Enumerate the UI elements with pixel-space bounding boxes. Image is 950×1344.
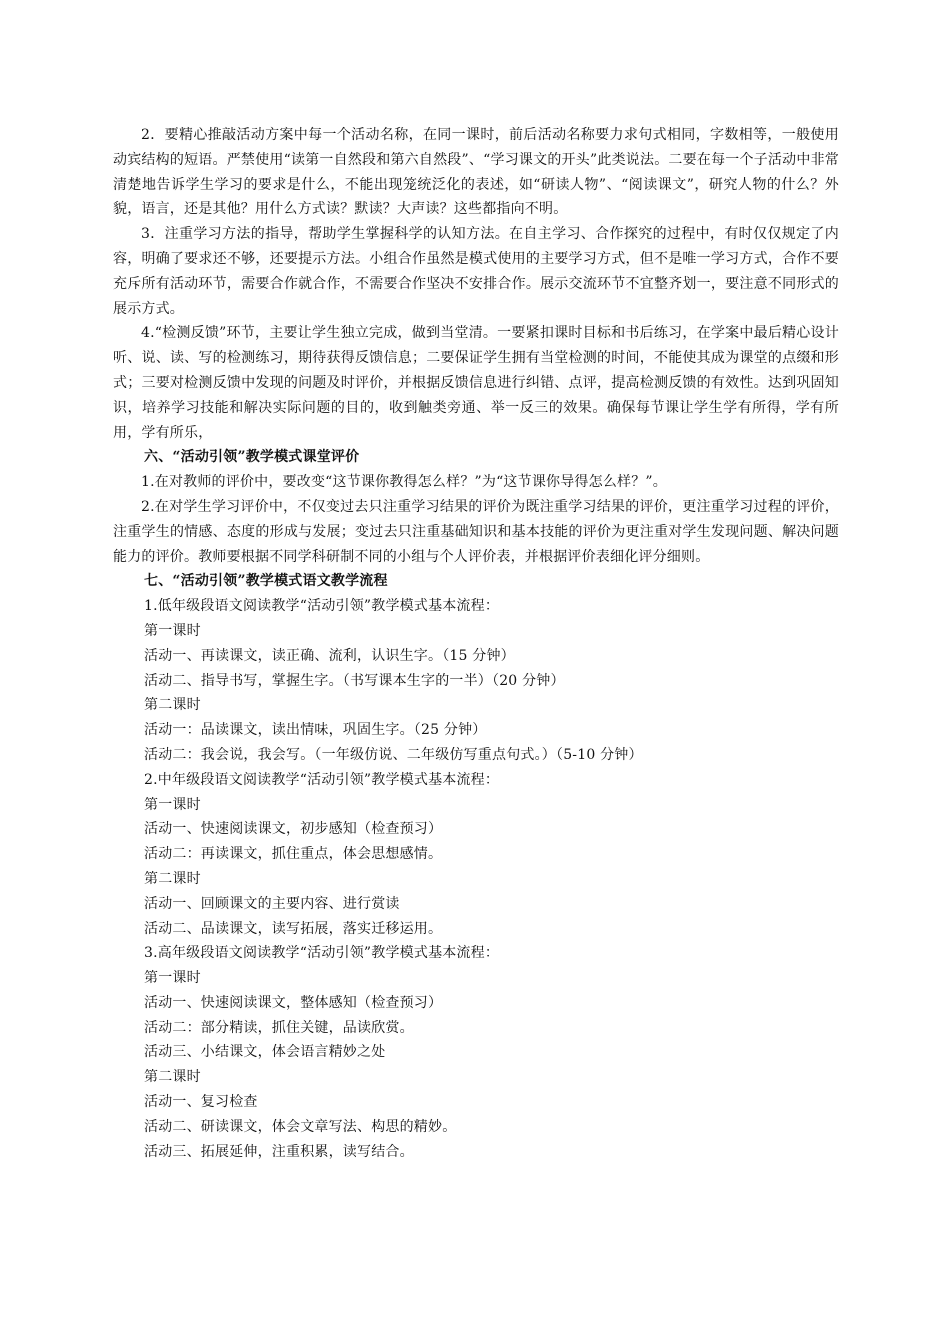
flow-line: 活动三、拓展延伸，注重积累，读写结合。	[144, 1143, 414, 1160]
flow-line: 第二课时	[144, 870, 201, 887]
section-6-paragraph-1: 1.在对教师的评价中，要改变“这节课你教得怎么样？”为“这节课你导得怎么样？”。	[141, 474, 667, 491]
paragraph-2: 2．要精心推敲活动方案中每一个活动名称，在同一课时，前后活动名称要力求句式相同，字数相等，一般使用动宾结构的短语。严禁使用“读第一自然段和第六自然段”、“学习课文的开头”此类说法。二要在每一个子活动中非常清楚地告诉学生学习的要求是什么，不能出现笼统泛化的表述，如“研读人物”、“阅读课文”，研究人物的什么？外貌，语言，还是其他？用什么方式读？默读？大声读？这些都指向不明。	[113, 127, 839, 218]
flow-line: 活动一：品读课文，读出情味，巩固生字。（25 分钟）	[144, 722, 487, 739]
flow-line: 3.高年级段语文阅读教学“活动引领”教学模式基本流程：	[144, 945, 500, 962]
flow-line: 1.低年级段语文阅读教学“活动引领”教学模式基本流程：	[144, 598, 500, 615]
flow-line: 活动二、研读课文，体会文章写法、构思的精妙。	[144, 1118, 457, 1135]
flow-line: 活动二、指导书写，掌握生字。（书写课本生字的一半）（20 分钟）	[144, 672, 565, 689]
flow-line: 第二课时	[144, 1069, 201, 1086]
flow-line: 第一课时	[144, 970, 201, 987]
flow-line: 活动三、小结课文，体会语言精妙之处	[144, 1044, 386, 1061]
flow-line: 活动二：我会说，我会写。（一年级仿说、二年级仿写重点句式。）（5-10 分钟）	[144, 746, 643, 763]
paragraph-3: 3．注重学习方法的指导，帮助学生掌握科学的认知方法。在自主学习、合作探究的过程中，有时仅仅规定了内容，明确了要求还不够，还要提示方法。小组合作虽然是模式使用的主要学习方式，但不是唯一学习方式，合作不要充斥所有活动环节，需要合作就合作，不需要合作坚决不安排合作。展示交流环节不宜整齐划一，要注意不同形式的展示方式。	[113, 226, 839, 317]
document-page	[113, 123, 839, 1164]
flow-line: 2.中年级段语文阅读教学“活动引领”教学模式基本流程：	[144, 771, 500, 788]
flow-line: 活动一、再读课文，读正确、流利，认识生字。（15 分钟）	[144, 647, 515, 664]
flow-line: 第一课时	[144, 796, 201, 813]
section-6-paragraph-2: 2.在对学生学习评价中，不仅变过去只注重学习结果的评价为既注重学习结果的评价，更注重学习过程的评价，注重学生的情感、态度的形成与发展；变过去只注重基础知识和基本技能的评价为更注重对学生发现问题、解决问题能力的评价。教师要根据不同学科研制不同的小组与个人评价表，并根据评价表细化评分细则。	[113, 498, 839, 565]
flow-line: 活动一、复习检查	[144, 1094, 258, 1111]
flow-line: 第一课时	[144, 622, 201, 639]
flow-line: 活动一、回顾课文的主要内容、进行赏读	[144, 895, 400, 912]
flow-line: 活动二：再读课文，抓住重点，体会思想感情。	[144, 846, 443, 863]
flow-line: 活动一、快速阅读课文，整体感知（检查预习）	[144, 994, 443, 1011]
section-7-heading: 七、“活动引领”教学模式语文教学流程	[144, 573, 388, 590]
flow-line: 活动二、品读课文，读写拓展，落实迁移运用。	[144, 920, 443, 937]
flow-line: 活动一、快速阅读课文，初步感知（检查预习）	[144, 821, 443, 838]
section-6-heading: 六、“活动引领”教学模式课堂评价	[144, 449, 360, 466]
paragraph-4: 4.“检测反馈”环节，主要让学生独立完成，做到当堂清。一要紧扣课时目标和书后练习，在学案中最后精心设计听、说、读、写的检测练习，期待获得反馈信息；二要保证学生拥有当堂检测的时间，不能使其成为课堂的点缀和形式；三要对检测反馈中发现的问题及时评价，并根据反馈信息进行纠错、点评，提高检测反馈的有效性。达到巩固知识，培养学习技能和解决实际问题的目的，收到触类旁通、举一反三的效果。确保每节课让学生学有所得，学有所用，学有所乐，	[113, 325, 839, 441]
flow-line: 第二课时	[144, 697, 201, 714]
flow-line: 活动二：部分精读，抓住关键，品读欣赏。	[144, 1019, 414, 1036]
